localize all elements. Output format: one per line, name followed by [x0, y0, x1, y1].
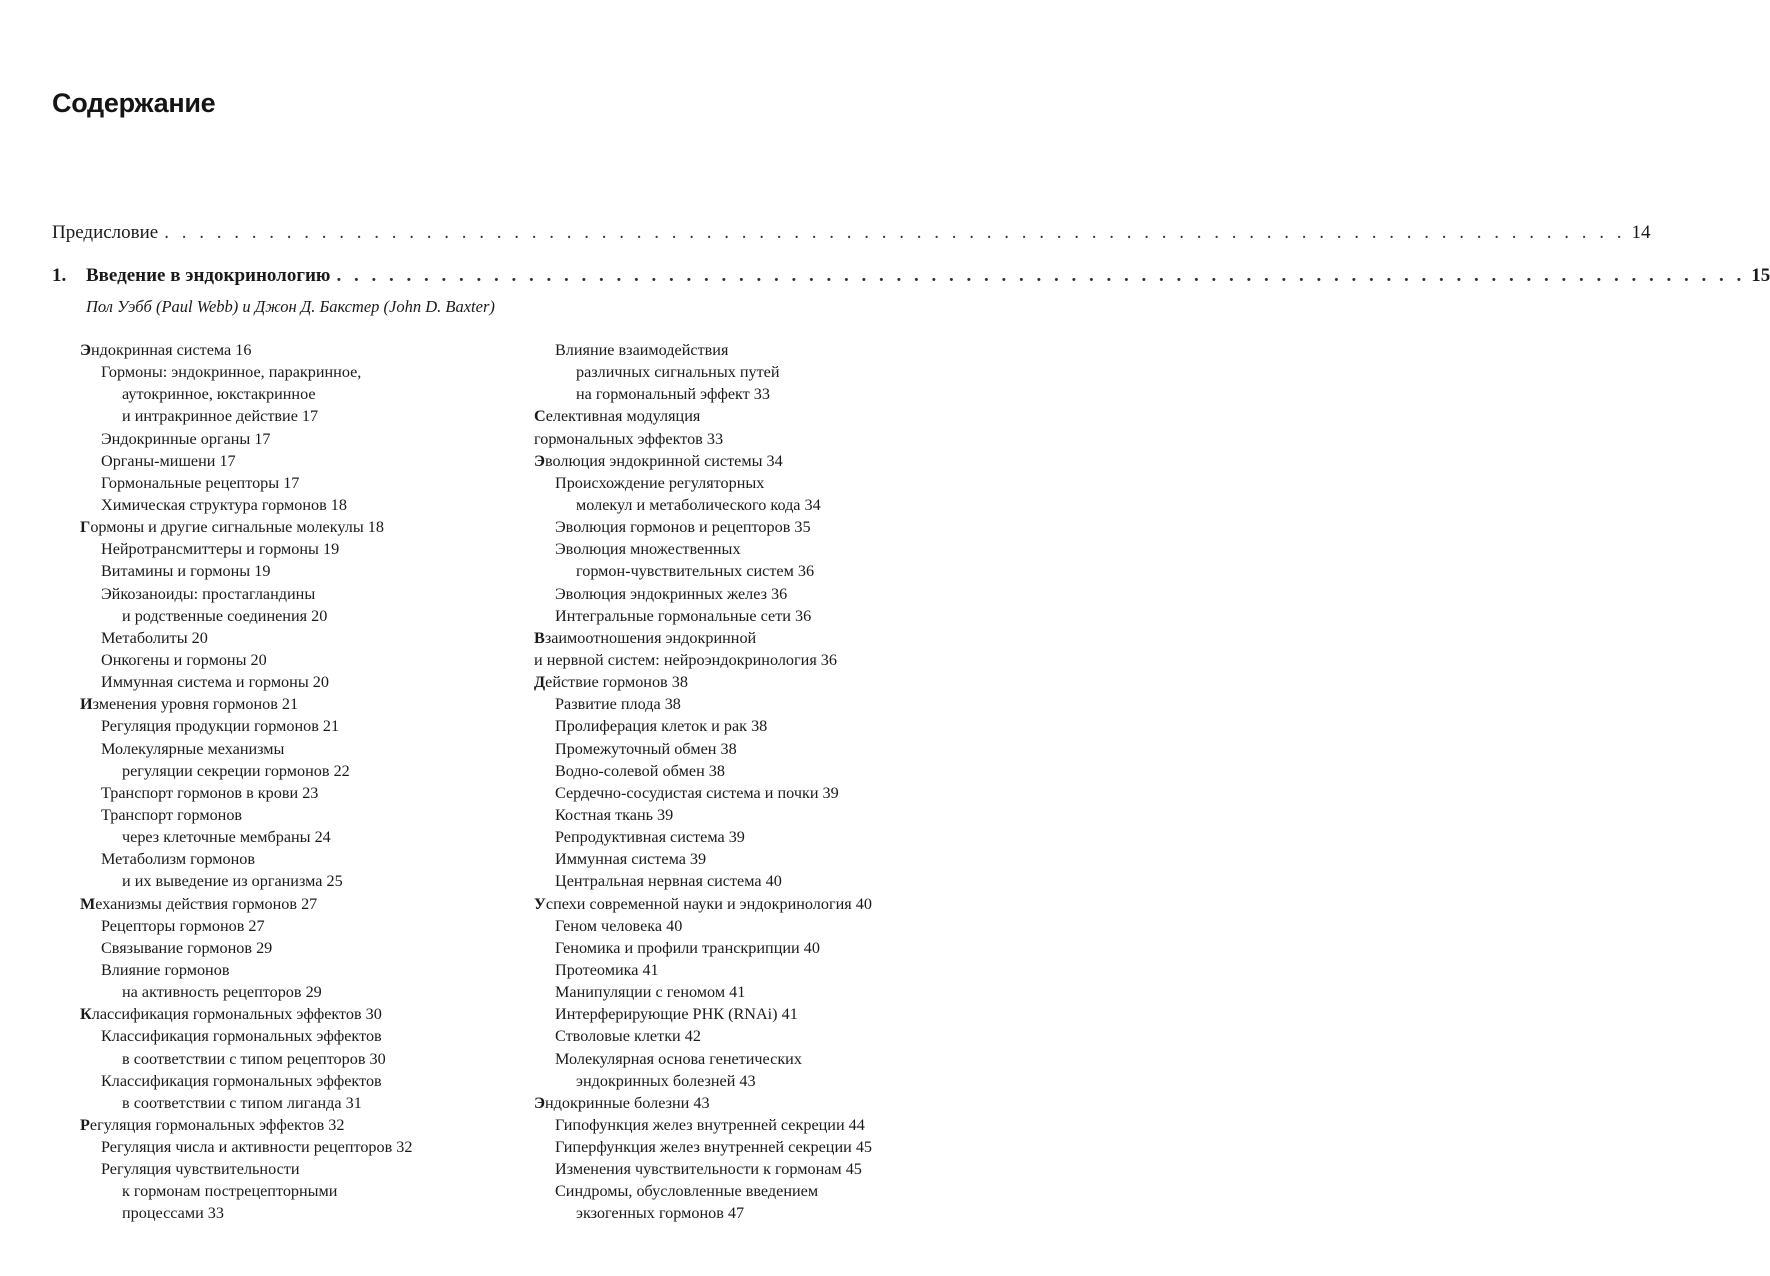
toc-entry[interactable]	[80, 715, 413, 737]
toc-entry[interactable]	[80, 383, 413, 405]
toc-entry[interactable]	[534, 981, 872, 1003]
toc-entry[interactable]	[80, 361, 413, 383]
entry-text: Транспорт гормонов в крови 23	[101, 783, 319, 802]
toc-entry[interactable]	[534, 583, 872, 605]
toc-entry[interactable]	[80, 516, 413, 538]
entry-text: Молекулярные механизмы	[101, 739, 285, 758]
entry-text: Химическая структура гормонов 18	[101, 495, 347, 514]
entry-text: Гиперфункция желез внутренней секреции 45	[555, 1138, 873, 1157]
toc-entry[interactable]	[80, 1158, 413, 1180]
toc-entry[interactable]	[534, 1180, 872, 1202]
toc-entry[interactable]	[534, 1092, 872, 1114]
entry-text: Связывание гормонов 29	[101, 938, 273, 957]
toc-entry[interactable]	[80, 472, 413, 494]
entry-initial: Э	[534, 1093, 545, 1112]
entry-text: Влияние взаимодействия	[555, 341, 729, 359]
toc-entry[interactable]	[534, 893, 872, 915]
entry-text: молекул и метаболического кода 34	[576, 495, 821, 514]
toc-entry[interactable]	[534, 671, 872, 693]
toc-entry[interactable]	[534, 361, 872, 383]
entry-text: на активность рецепторов 29	[122, 983, 322, 1002]
entry-text: Метаболиты 20	[101, 628, 208, 647]
leader-dots: . . . . . . . . . . . . . . . . . . . . . . . . . . . . . . . . . . . . . . . . . . . . . . . . . . . . . . . . . . . . . . . . . . . . . . . . . . . . . . . . . . . .	[164, 222, 1626, 243]
toc-right-column	[534, 339, 872, 1225]
entry-text: Гормональные рецепторы 17	[101, 473, 300, 492]
toc-entry[interactable]	[80, 649, 413, 671]
entry-text: Метаболизм гормонов	[101, 850, 256, 869]
entry-text: Интегральные гормональные сети 36	[555, 606, 812, 625]
toc-entry[interactable]	[534, 383, 872, 405]
toc-entry[interactable]	[80, 782, 413, 804]
preface-label: Предисловие	[52, 222, 159, 243]
entry-text: различных сигнальных путей	[576, 363, 780, 382]
entry-text: ормоны и другие сигнальные молекулы 18	[90, 518, 384, 537]
entry-text: Водно-солевой обмен 38	[555, 761, 725, 780]
toc-entry[interactable]	[534, 494, 872, 516]
entry-text: Эволюция гормонов и рецепторов 35	[555, 518, 811, 537]
entry-text: процессами 33	[122, 1204, 224, 1223]
toc-entry[interactable]	[80, 1136, 413, 1158]
entry-text: Синдромы, обусловленные введением	[555, 1182, 819, 1201]
toc-entry[interactable]	[534, 560, 872, 582]
entry-text: аутокринное, юкстакринное	[122, 385, 316, 404]
toc-entry[interactable]	[534, 605, 872, 627]
entry-initial: Г	[80, 518, 91, 537]
toc-chapter-1[interactable]	[52, 265, 1770, 287]
toc-entry[interactable]	[80, 339, 413, 361]
toc-entry[interactable]	[534, 738, 872, 760]
entry-text: Геном человека 40	[555, 916, 683, 935]
entry-text: к гормонам пострецепторными	[122, 1182, 338, 1201]
entry-text: Онкогены и гормоны 20	[101, 650, 267, 669]
toc-left-column	[80, 339, 413, 1225]
toc-entry[interactable]	[80, 1025, 413, 1047]
toc-entry[interactable]	[80, 671, 413, 693]
entry-text: ндокринные болезни 43	[544, 1093, 710, 1112]
toc-entry[interactable]	[534, 405, 872, 427]
entry-text: Изменения чувствительности к гормонам 45	[555, 1160, 862, 1179]
entry-text: Сердечно-сосудистая система и почки 39	[555, 783, 839, 802]
toc-entry[interactable]	[80, 981, 413, 1003]
entry-text: спехи современной науки и эндокринология 40	[545, 894, 872, 913]
entry-initial: М	[80, 894, 96, 913]
toc-entry[interactable]	[534, 472, 872, 494]
toc-entry[interactable]	[80, 538, 413, 560]
toc-entry[interactable]	[534, 693, 872, 715]
toc-entry[interactable]	[534, 848, 872, 870]
entry-text: Промежуточный обмен 38	[555, 739, 737, 758]
toc-entry[interactable]	[534, 870, 872, 892]
toc-entry[interactable]	[534, 715, 872, 737]
toc-entry[interactable]	[80, 804, 413, 826]
toc-entry[interactable]	[534, 516, 872, 538]
toc-entry[interactable]	[534, 959, 872, 981]
entry-text: Геномика и профили транскрипции 40	[555, 938, 820, 957]
toc-entry[interactable]	[80, 937, 413, 959]
entry-text: гормональных эффектов 33	[534, 429, 724, 448]
toc-entry[interactable]	[80, 605, 413, 627]
entry-initial: К	[80, 1005, 92, 1024]
leader-dots: . . . . . . . . . . . . . . . . . . . . . . . . . . . . . . . . . . . . . . . . . . . . . . . . . . . . . . . . . . . . . . . . . . . . . . . . . . . . . . . . .	[336, 265, 1746, 286]
toc-entry[interactable]	[80, 1048, 413, 1070]
entry-text: и интракринное действие 17	[122, 407, 319, 426]
toc-entry[interactable]	[80, 583, 413, 605]
toc-entry[interactable]	[534, 538, 872, 560]
entry-initial: Д	[534, 673, 546, 692]
chapter-title: Введение в эндокринологию	[86, 265, 331, 286]
entry-text: ействие гормонов 38	[545, 673, 688, 692]
entry-text: заимоотношения эндокринной	[544, 628, 757, 647]
toc-preface[interactable]	[52, 222, 1651, 244]
toc-entry[interactable]	[534, 760, 872, 782]
toc-entry[interactable]	[80, 693, 413, 715]
entry-text: Манипуляции с геномом 41	[555, 983, 746, 1002]
entry-text: Стволовые клетки 42	[555, 1027, 701, 1046]
toc-entry[interactable]	[534, 1114, 872, 1136]
entry-text: Гипофункция желез внутренней секреции 44	[555, 1115, 865, 1134]
toc-entry[interactable]	[534, 1202, 872, 1224]
entry-initial: Э	[80, 341, 91, 359]
chapter-heading	[52, 265, 330, 287]
toc-entry[interactable]	[80, 826, 413, 848]
entry-text: еханизмы действия гормонов 27	[95, 894, 318, 913]
toc-entry[interactable]	[534, 339, 872, 361]
entry-text: Витамины и гормоны 19	[101, 562, 271, 581]
entry-text: Молекулярная основа генетических	[555, 1049, 802, 1068]
entry-initial: В	[534, 628, 545, 647]
entry-text: Регуляция продукции гормонов 21	[101, 717, 340, 736]
toc-entry[interactable]	[80, 428, 413, 450]
toc-entry[interactable]	[80, 848, 413, 870]
entry-text: регуляции секреции гормонов 22	[122, 761, 350, 780]
entry-text: волюция эндокринной системы 34	[544, 451, 783, 470]
toc-entry[interactable]	[534, 804, 872, 826]
entry-text: Эволюция множественных	[555, 540, 741, 559]
chapter-authors: Пол Уэбб (Paul Webb) и Джон Д. Бакстер (John D. Baxter)	[86, 297, 495, 316]
entry-text: егуляция гормональных эффектов 32	[89, 1115, 345, 1134]
toc-entry[interactable]	[80, 405, 413, 427]
toc-entry[interactable]	[534, 1136, 872, 1158]
entry-text: Нейротрансмиттеры и гормоны 19	[101, 540, 340, 559]
entry-text: в соответствии с типом лиганда 31	[122, 1093, 362, 1112]
entry-text: Пролиферация клеток и рак 38	[555, 717, 768, 736]
toc-entry[interactable]	[534, 1003, 872, 1025]
toc-entry[interactable]	[80, 893, 413, 915]
entry-text: Регуляция числа и активности рецепторов 32	[101, 1138, 413, 1157]
toc-entry[interactable]	[80, 560, 413, 582]
toc-entry[interactable]	[80, 870, 413, 892]
toc-entry[interactable]	[80, 1070, 413, 1092]
toc-entry[interactable]	[534, 1070, 872, 1092]
toc-entry[interactable]	[534, 627, 872, 649]
entry-text: и нервной систем: нейроэндокринология 36	[534, 650, 837, 669]
toc-entry[interactable]	[534, 826, 872, 848]
entry-text: елективная модуляция	[545, 407, 701, 426]
entry-text: на гормональный эффект 33	[576, 385, 770, 404]
entry-text: гормон-чувствительных систем 36	[576, 562, 815, 581]
toc-entry[interactable]	[80, 1114, 413, 1136]
entry-initial: Э	[534, 451, 545, 470]
toc-entry[interactable]	[80, 627, 413, 649]
toc-entry[interactable]	[534, 1158, 872, 1180]
entry-text: эндокринных болезней 43	[576, 1071, 756, 1090]
entry-text: Костная ткань 39	[555, 805, 674, 824]
entry-text: и родственные соединения 20	[122, 606, 328, 625]
toc-entry[interactable]	[80, 494, 413, 516]
entry-text: Классификация гормональных эффектов	[101, 1027, 382, 1046]
entry-text: Центральная нервная система 40	[555, 872, 782, 891]
entry-text: Влияние гормонов	[101, 960, 230, 979]
entry-text: Иммунная система 39	[555, 850, 707, 869]
entry-text: через клеточные мембраны 24	[122, 828, 331, 847]
toc-entry[interactable]	[80, 1180, 413, 1202]
entry-text: Репродуктивная система 39	[555, 828, 745, 847]
preface-page: 14	[1631, 222, 1651, 243]
entry-text: лассификация гормональных эффектов 30	[91, 1005, 382, 1024]
chapter-number: 1.	[52, 265, 67, 286]
entry-initial: Р	[80, 1115, 90, 1134]
toc-entry[interactable]	[80, 915, 413, 937]
entry-text: Эндокринные органы 17	[101, 429, 271, 448]
entry-text: Эйкозаноиды: простагландины	[101, 584, 316, 603]
toc-entry[interactable]	[534, 649, 872, 671]
entry-text: зменения уровня гормонов 21	[92, 695, 299, 714]
toc-entry[interactable]	[534, 782, 872, 804]
entry-text: и их выведение из организма 25	[122, 872, 343, 891]
entry-text: Иммунная система и гормоны 20	[101, 673, 329, 692]
toc-entry[interactable]	[80, 450, 413, 472]
entry-initial: С	[534, 407, 546, 426]
toc-entry[interactable]	[80, 1202, 413, 1224]
entry-text: Рецепторы гормонов 27	[101, 916, 265, 935]
entry-text: Происхождение регуляторных	[555, 473, 765, 492]
entry-text: Органы-мишени 17	[101, 451, 236, 470]
entry-text: Гормоны: эндокринное, паракринное,	[101, 363, 362, 382]
toc-entry[interactable]	[80, 738, 413, 760]
toc-entry[interactable]	[534, 915, 872, 937]
entry-text: Регуляция чувствительности	[101, 1160, 300, 1179]
toc-entry[interactable]	[534, 1025, 872, 1047]
entry-text: Интерферирующие РНК (RNAi) 41	[555, 1005, 798, 1024]
page-title: Содержание	[52, 88, 216, 118]
toc-entry[interactable]	[534, 937, 872, 959]
toc-entry[interactable]	[80, 1092, 413, 1114]
entry-text: Эволюция эндокринных желез 36	[555, 584, 788, 603]
toc-entry[interactable]	[534, 1048, 872, 1070]
entry-initial: И	[80, 695, 93, 714]
entry-text: Транспорт гормонов	[101, 805, 243, 824]
entry-initial: У	[534, 894, 546, 913]
entry-text: экзогенных гормонов 47	[576, 1204, 745, 1223]
toc-entry[interactable]	[80, 1003, 413, 1025]
entry-text: ндокринная система 16	[90, 341, 252, 359]
entry-text: Классификация гормональных эффектов	[101, 1071, 382, 1090]
entry-text: Протеомика 41	[555, 960, 659, 979]
toc-entry[interactable]	[534, 450, 872, 472]
chapter-page: 15	[1751, 265, 1770, 286]
entry-text: в соответствии с типом рецепторов 30	[122, 1049, 386, 1068]
entry-text: Развитие плода 38	[555, 695, 681, 714]
toc-entry[interactable]	[80, 959, 413, 981]
toc-entry[interactable]	[534, 428, 872, 450]
toc-entry[interactable]	[80, 760, 413, 782]
